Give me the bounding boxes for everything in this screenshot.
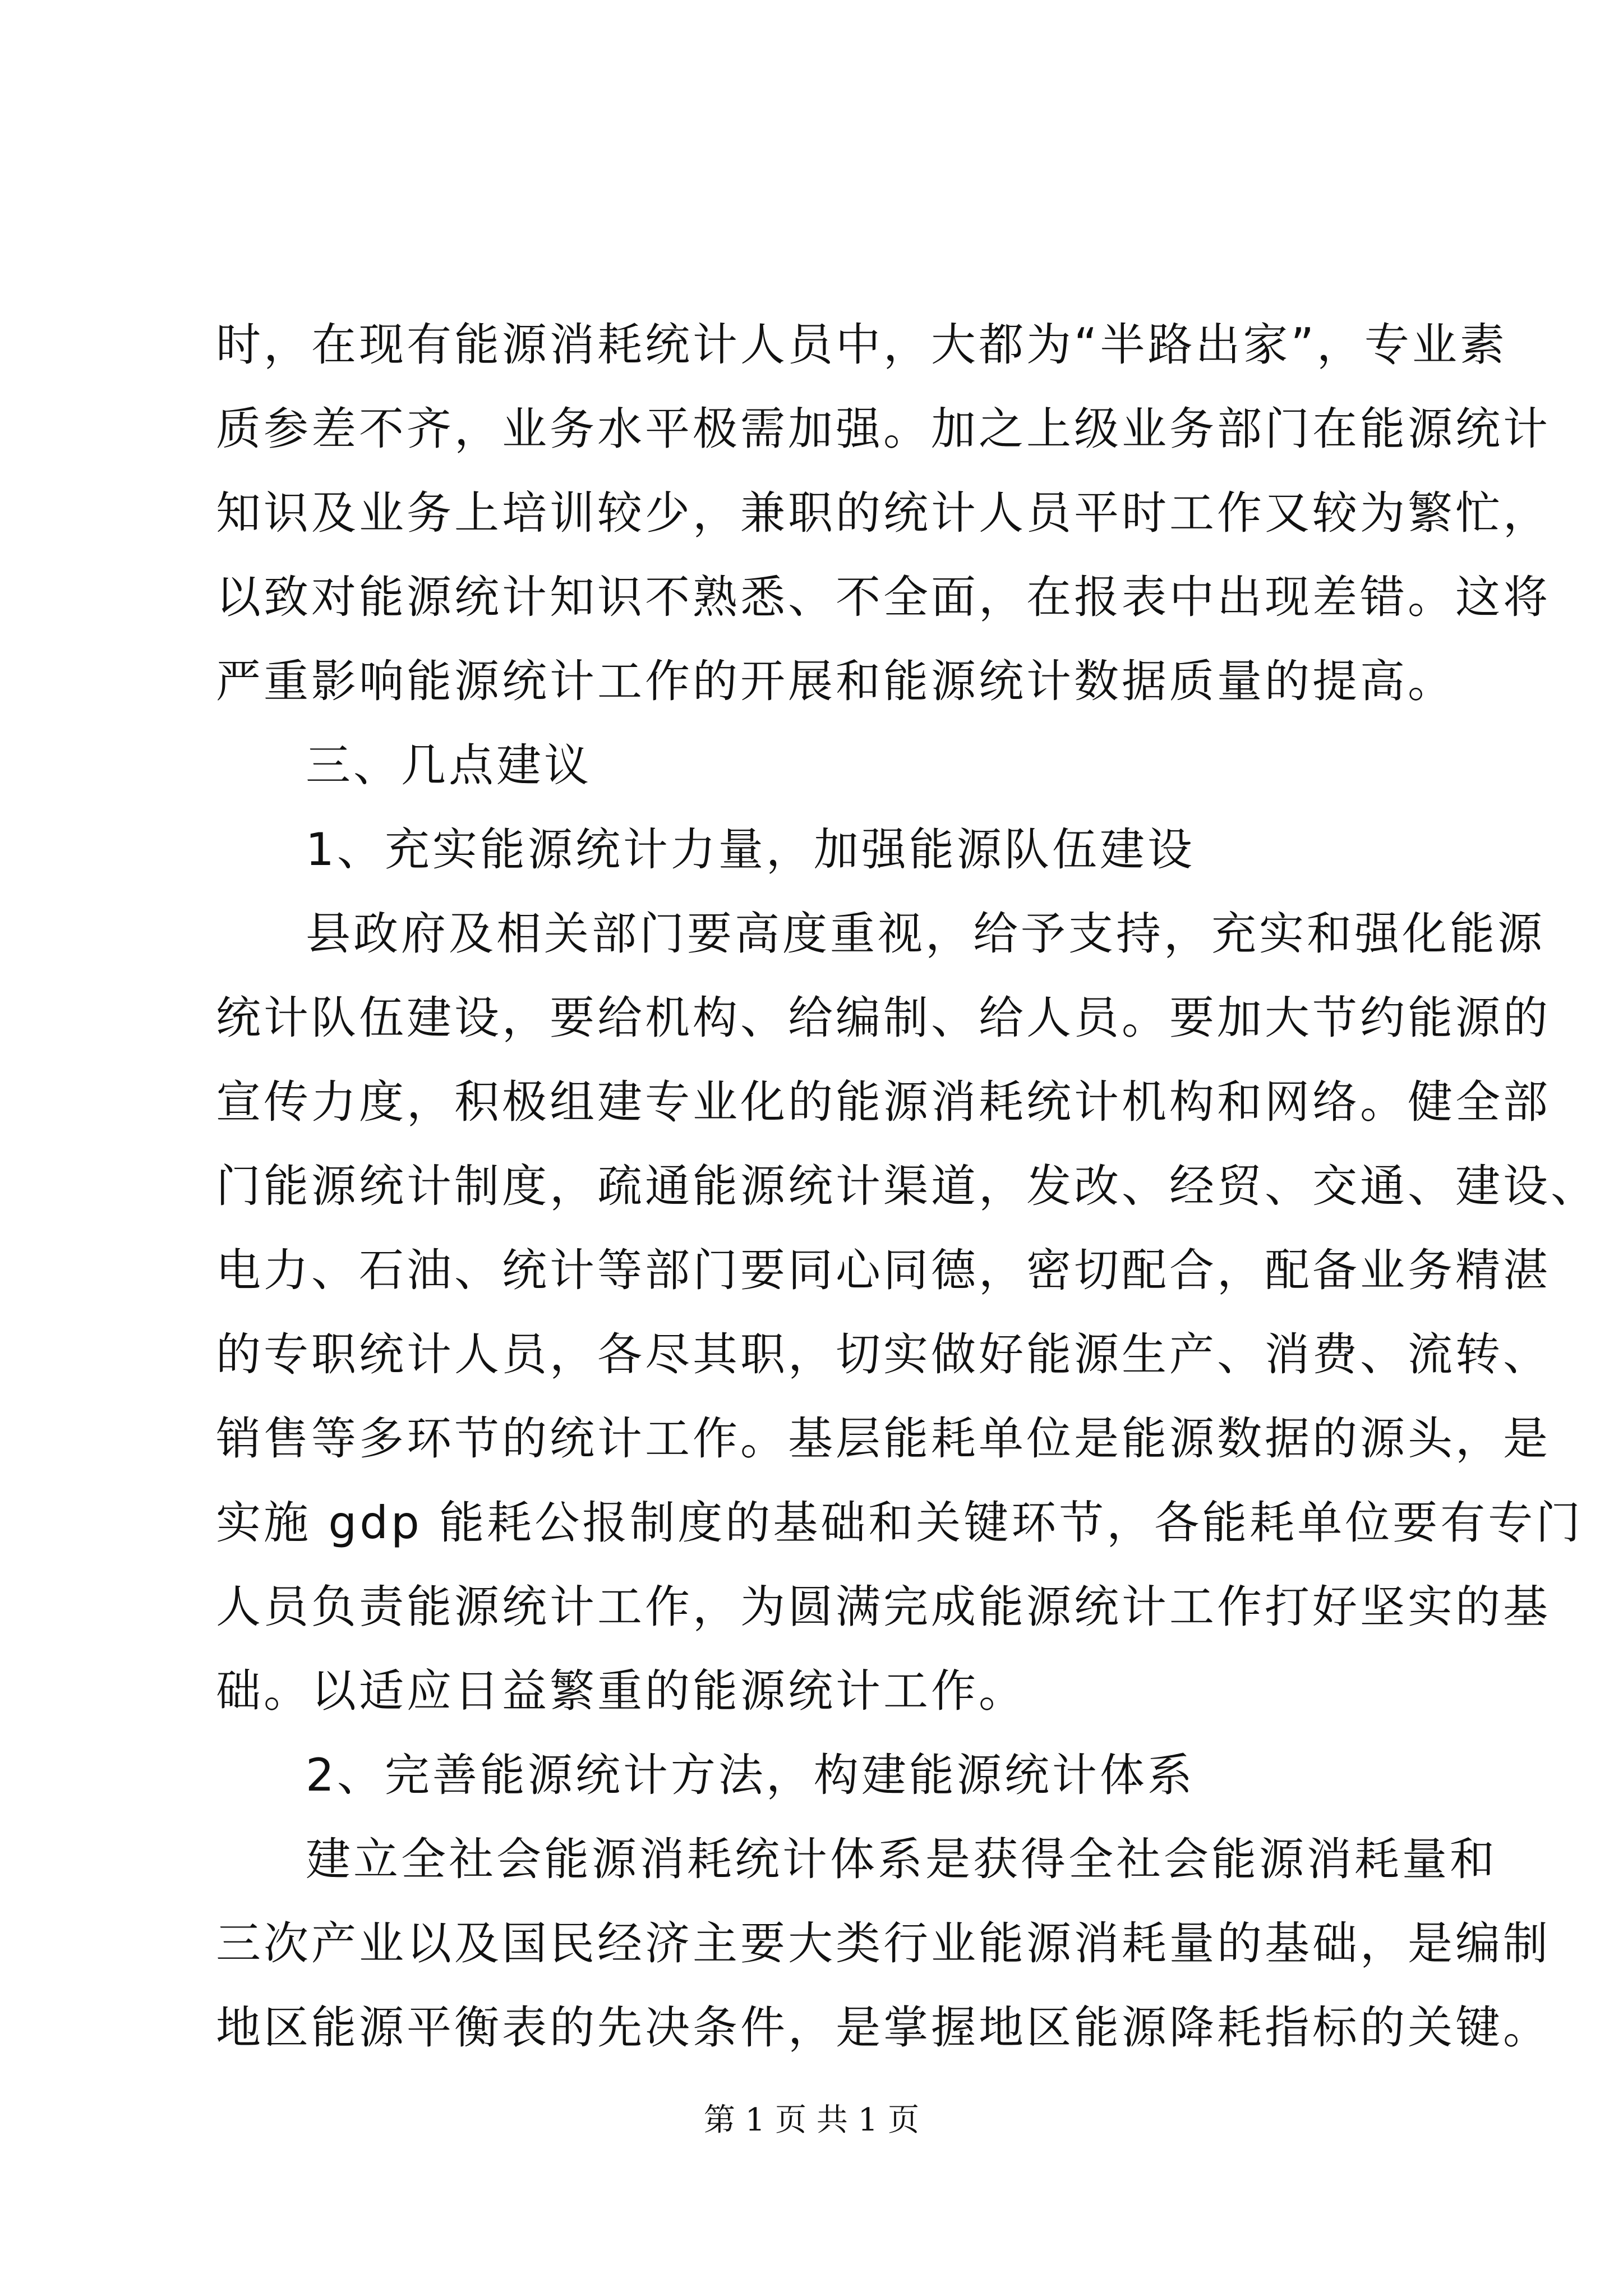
page-number-footer: 第 1 页 共 1 页 [703, 2102, 920, 2138]
text-line: 三次产业以及国民经济主要大类行业能源消耗量的基础，是编制 [216, 1917, 1551, 1970]
text-line: 地区能源平衡表的先决条件，是掌握地区能源降耗指标的关键。 [216, 2001, 1551, 2054]
text-line: 门能源统计制度，疏通能源统计渠道，发改、经贸、交通、建设、 [216, 1160, 1598, 1212]
text-line: 人员负责能源统计工作，为圆满完成能源统计工作打好坚实的基 [216, 1581, 1551, 1633]
text-line: 知识及业务上培训较少，兼职的统计人员平时工作又较为繁忙， [216, 487, 1551, 539]
section-heading: 三、几点建议 [306, 739, 592, 792]
text-line: 销售等多环节的统计工作。基层能耗单位是能源数据的源头，是 [216, 1412, 1551, 1465]
subsection-heading: 2、完善能源统计方法，构建能源统计体系 [306, 1749, 1195, 1801]
text-line: 以致对能源统计知识不熟悉、不全面，在报表中出现差错。这将 [216, 571, 1551, 623]
text-line: 时，在现有能源消耗统计人员中，大都为“半路出家”，专业素 [216, 319, 1507, 371]
text-line: 统计队伍建设，要给机构、给编制、给人员。要加大节约能源的 [216, 992, 1551, 1044]
paragraph-first-line: 建立全社会能源消耗统计体系是获得全社会能源消耗量和 [306, 1833, 1497, 1885]
text-line: 质参差不齐，业务水平极需加强。加之上级业务部门在能源统计 [216, 403, 1551, 455]
text-line: 础。以适应日益繁重的能源统计工作。 [216, 1665, 1026, 1717]
subsection-heading: 1、充实能源统计力量，加强能源队伍建设 [306, 823, 1195, 876]
text-line: 电力、石油、统计等部门要同心同德，密切配合，配备业务精湛 [216, 1244, 1551, 1296]
text-line: 实施 gdp 能耗公报制度的基础和关键环节，各能耗单位要有专门 [216, 1497, 1584, 1549]
text-line: 严重影响能源统计工作的开展和能源统计数据质量的提高。 [216, 655, 1455, 707]
text-line: 宣传力度，积极组建专业化的能源消耗统计机构和网络。健全部 [216, 1076, 1551, 1128]
paragraph-first-line: 县政府及相关部门要高度重视，给予支持，充实和强化能源 [306, 908, 1545, 960]
document-body [216, 303, 1598, 2070]
text-line: 的专职统计人员，各尽其职，切实做好能源生产、消费、流转、 [216, 1328, 1551, 1381]
